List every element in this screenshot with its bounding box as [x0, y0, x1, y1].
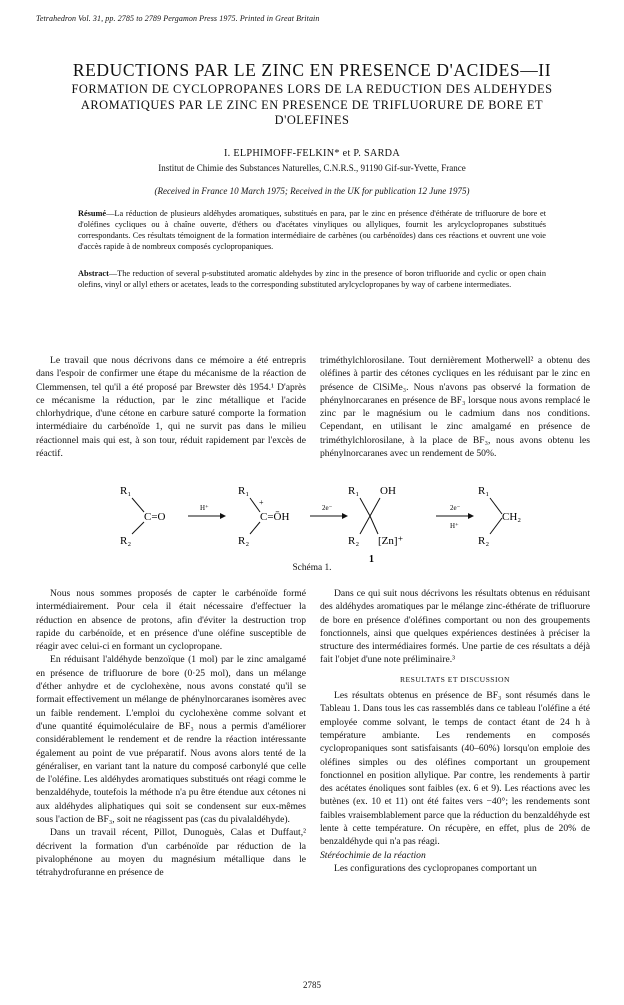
arrow2-label: 2e⁻: [322, 504, 333, 512]
running-head: Tetrahedron Vol. 31, pp. 2785 to 2789 Pergamon Press 1975. Printed in Great Britain: [36, 14, 320, 23]
scheme-r2-d: R₂: [478, 535, 490, 547]
resume-block: [78, 208, 546, 252]
bond-line: [370, 516, 378, 534]
bond-line: [360, 516, 370, 534]
abstract-block: [78, 268, 546, 290]
scheme-r1-a: R₁: [120, 485, 132, 497]
resume-label: Résumé: [78, 209, 107, 218]
article-subtitle: FORMATION DE CYCLOPROPANES LORS DE LA REDUCTION DES ALDEHYDES AROMATIQUES PAR LE ZINC EN PRESENCE DE TRIFLUORURE DE BORE ET D'OLEFINES: [71, 82, 553, 127]
author-line: I. ELPHIMOFF-FELKIN* et P. SARDA: [223, 148, 400, 159]
scheme-co: C=O: [144, 511, 166, 523]
column-right-bottom: [320, 587, 590, 875]
scheme-r2-b: R₂: [238, 535, 250, 547]
bond-line: [370, 498, 380, 516]
column-left-top: [36, 354, 306, 460]
scheme-r1-c: R₁: [348, 485, 360, 497]
paragraph: Dans ce qui suit nous décrivons les résultats obtenus en réduisant des aldéhydes aromatiques par le mélange zinc-éthérate de trifluorure de bore en présence d'oléfines comportant ou non des groupements fonctionnels, ainsi que quelques expériences destinées à préciser la structure des intermédiaires formés. Une partie de ces résultats a déjà fait l'objet d'une note préliminaire.³: [320, 588, 590, 666]
scheme-r2-c: R₂: [348, 535, 360, 547]
paragraph: Nous nous sommes proposés de capter le carbénoïde formé intermédiairement. Pour cela il était nécessaire d'effectuer la réduction en absence de protons, afin d'éviter la destruction trop rapide du carbénoïde, et en présence d'une oléfine susceptible de réagir avec celui-ci en formant un cyclopropane.: [36, 588, 306, 653]
arrow3-label-bottom: H⁺: [450, 522, 459, 530]
column-right-top: [320, 354, 590, 460]
bond-line: [490, 498, 502, 514]
scheme-caption: Schéma 1.: [292, 563, 332, 573]
paragraph: Dans un travail récent, Pillot, Dunoguès, Calas et Duffaut,² décrivent la formation d'un carbénoïde par réduction de la pivalophénone au moyen du magnésium métallique dans le tétrahydrofuranne en présence de: [36, 827, 306, 879]
scheme-oh: OH: [380, 485, 396, 497]
scheme-ch2: CH₂: [502, 511, 522, 523]
scheme-zn: [Zn]⁺: [378, 535, 404, 547]
abstract-text: —The reduction of several p-substituted aromatic aldehydes by zinc in the presence of boron trifluoride and cyclic or open chain olefins, vinyl or allyl ethers or acetates, leads to the corresponding substituted arylcyclopropanes by way of carbene intermediates.: [78, 269, 546, 289]
bond-line: [250, 522, 260, 534]
arrow-head: [220, 513, 226, 519]
article-title: REDUCTIONS PAR LE ZINC EN PRESENCE D'ACIDES—II: [72, 60, 552, 80]
abstract-label: Abstract: [78, 269, 109, 278]
paragraph: En réduisant l'aldéhyde benzoïque (1 mol) par le zinc amalgamé en présence de trifluorure de bore (0·25 mol), dans un mélange d'éther anhydre et de cyclohexène, nous avons constaté qu'il se formait effectivement un mélange de phénylnorcaranes isomères avec un faible rendement. L'emploi du cyclohexène comme solvant et d'une quantité équimoléculaire de BF₃ nous a permis d'améliorer considérablement le rendement et de rendre la réaction intéressante également au point de vue préparatif. Nous avons alors tenté de la généraliser, en variant tant la nature du composé carbonylé que celle de l'oléfine. Les aldéhydes aromatiques substitués ont réagi comme le benzaldéhyde, toutefois la méthode n'a pu être étendue aux cétones ni aux aldéhydes aliphatiques qui soit se condensent sur eux-mêmes sous l'action de BF₃, soit ne réagissent pas (cas du pivalaldéhyde).: [36, 654, 306, 826]
scheme-r1-d: R₁: [478, 485, 490, 497]
paragraph: Le travail que nous décrivons dans ce mémoire a été entrepris dans l'espoir de confirmer une étape du mécanisme de la réaction de Clemmensen, tel qu'il a été proposé par Brewster dès 1954.¹ D'après ce mécanisme la réduction, par le zinc métallique et l'acide chlorhydrique, d'une cétone en carbure saturé comporte la formation intermédiaire du carbénoïde 1, qui ne survit pas dans le milieu réactionnel mais qui est, à son tour, réduit rapidement par l'excès de réactif.: [36, 355, 306, 460]
received-dates: (Received in France 10 March 1975; Received in the UK for publication 12 June 1975): [154, 186, 470, 196]
arrow-head: [468, 513, 474, 519]
bond-line: [490, 518, 502, 534]
compound-number: 1: [369, 554, 374, 565]
arrow3-label-top: 2e⁻: [450, 504, 461, 512]
scheme-r1-b: R₁: [238, 485, 250, 497]
bond-line: [132, 522, 144, 534]
resume-text: —La réduction de plusieurs aldéhydes aromatiques, substitués en para, par le zinc en présence d'éthérate de trifluorure de bore et d'oléfines cycliques ou à chaîne ouverte, d'éthers ou d'acétates vinyliques ou allyliques, fournit les arylcyclopropanes substitués correspondants. Ces résultats témoignent de la formation intermédiaire de carbènes (ou carbénoïdes) dans ces réactions et ouvrent une voie d'accès rapide à de nombreux composés cyclopropaniques.: [78, 209, 546, 251]
affiliation: Institut de Chimie des Substances Naturelles, C.N.R.S., 91190 Gif-sur-Yvette, France: [158, 163, 466, 173]
paragraph: triméthylchlorosilane. Tout dernièrement Motherwell² a obtenu des oléfines à partir des cétones cycliques en les réduisant par le zinc en présence de ClSiMe₃. Nous n'avons pas observé la formation de phénylnorcaranes en présence de BF₃ lorsque nous avons remplacé le zinc par le magnésium ou le cadmium dans nos conditions. Cependant, en utilisant le zinc amalgamé en présence de triméthylchlorosilane, à la place de BF₃, nous avons obtenu les phénylnorcaranes avec un rendement de 50%.: [320, 355, 590, 460]
page-number: 2785: [303, 980, 321, 990]
scheme-r2-a: R₂: [120, 535, 132, 547]
plus-sign: +: [259, 498, 264, 507]
arrow-head: [342, 513, 348, 519]
reaction-scheme: [110, 482, 530, 567]
bond-line: [132, 498, 144, 512]
paragraph: Les configurations des cyclopropanes comportant un: [334, 862, 537, 874]
subsection-heading: Stéréochimie de la réaction: [320, 849, 426, 861]
bond-line: [360, 498, 370, 516]
column-left-bottom: [36, 587, 306, 880]
arrow1-label: H⁺: [200, 504, 209, 512]
section-heading: RESULTATS ET DISCUSSION: [399, 674, 511, 684]
paragraph: Les résultats obtenus en présence de BF₃ sont résumés dans le Tableau 1. Dans tous les cas rassemblés dans ce tableau l'oléfine a été employée comme solvant, le temps de contact étant de 24 h à température ambiante. Les rendements en composés cyclopropaniques sont satisfaisants (40–60%) lorsqu'on emploie des oléfines simples ou des oléfines comportant un groupement fonctionnel en position allylique. Par contre, les rendements à partir des acétates énoliques sont faibles (ex. 6 et 9). Les réactions avec les butènes (ex. 10 et 11) ont été faites vers −40°; les rendements sont faibles vraisemblablement parce que la réduction du benzaldéhyde est lente à cette température. On récupère, en effet, plus de 20% de benzaldéhyde qui n'a pas réagi.: [320, 690, 590, 848]
scheme-coh: C=ŌH: [260, 511, 290, 523]
